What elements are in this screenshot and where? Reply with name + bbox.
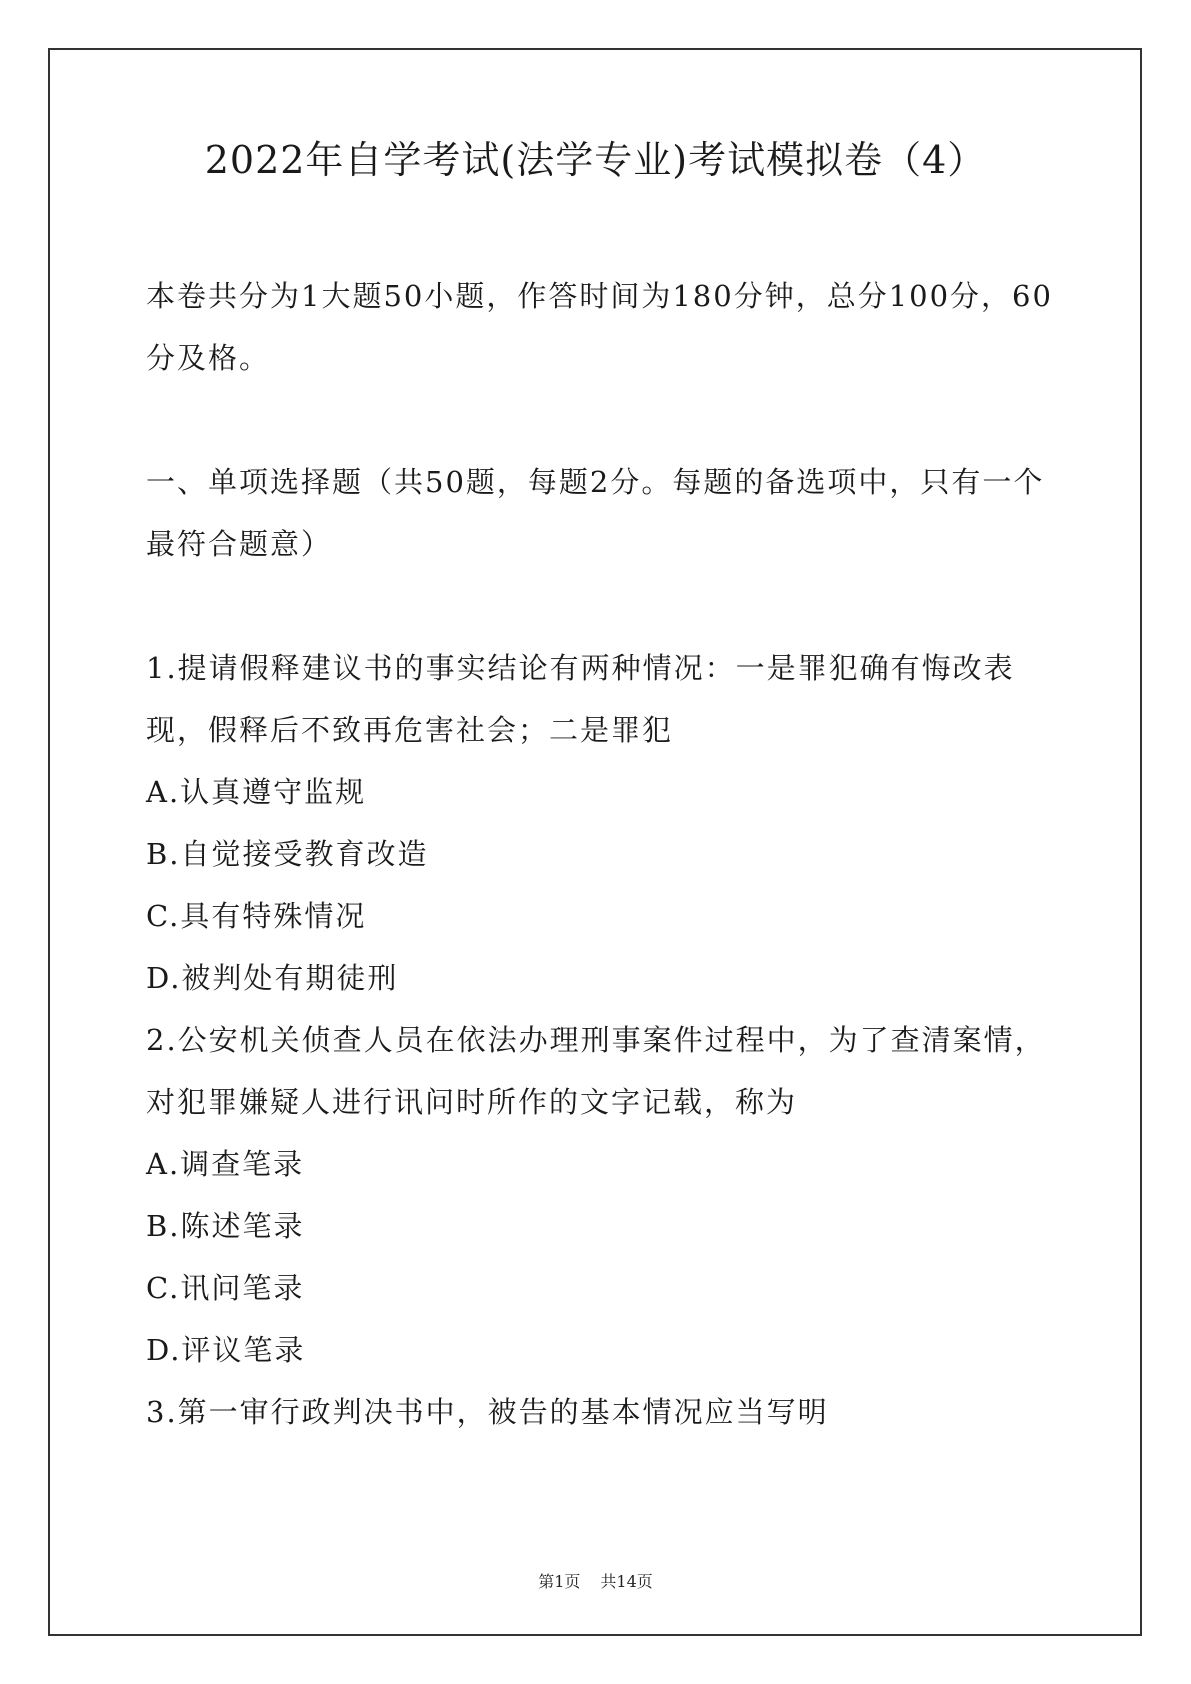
- option-b: B.陈述笔录: [146, 1209, 305, 1243]
- question-1: [146, 637, 1066, 1009]
- option-a: A.调查笔录: [146, 1147, 305, 1181]
- document-title: 2022年自学考试(法学专业)考试模拟卷（4）: [204, 138, 987, 182]
- exam-intro: 本卷共分为1大题50小题，作答时间为180分钟，总分100分，60分及格。: [146, 279, 1053, 375]
- option-d: D.评议笔录: [146, 1333, 306, 1367]
- question-text: 3.第一审行政判决书中，被告的基本情况应当写明: [146, 1395, 829, 1429]
- question-text: 2.公安机关侦查人员在依法办理刑事案件过程中，为了查清案情，对犯罪嫌疑人进行讯问时所作的文字记载，称为: [146, 1023, 1046, 1119]
- page-footer: [0, 1570, 1191, 1594]
- spacer: [146, 389, 1066, 451]
- option-c: C.具有特殊情况: [146, 899, 367, 933]
- question-text: 1.提请假释建议书的事实结论有两种情况：一是罪犯确有悔改表现，假释后不致再危害社会；二是罪犯: [146, 651, 1015, 747]
- option-b: B.自觉接受教育改造: [146, 837, 429, 871]
- question-2: [146, 1009, 1066, 1381]
- page-total: 共14页: [600, 1572, 653, 1591]
- section-heading: 一、单项选择题（共50题，每题2分。每题的备选项中，只有一个最符合题意）: [146, 465, 1045, 561]
- document-body: [146, 265, 1066, 1443]
- option-d: D.被判处有期徒刑: [146, 961, 399, 995]
- option-c: C.讯问笔录: [146, 1271, 305, 1305]
- option-a: A.认真遵守监规: [146, 775, 367, 809]
- page-number: 第1页: [538, 1572, 581, 1591]
- spacer: [146, 575, 1066, 637]
- question-3: [146, 1381, 1066, 1443]
